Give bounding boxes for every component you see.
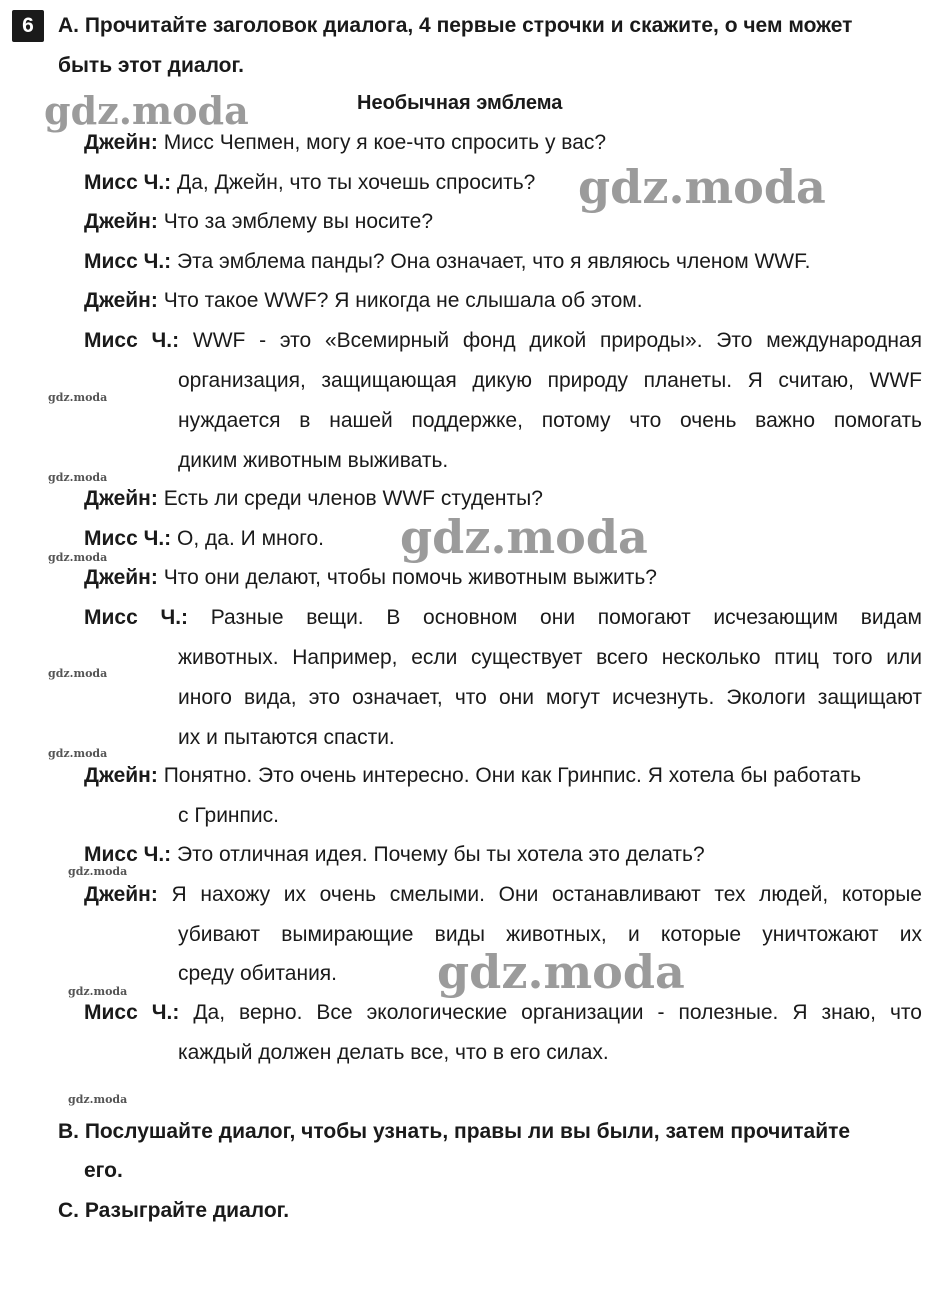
watermark-small: gdz.moda (48, 747, 108, 760)
task-a-line2: быть этот диалог. (58, 54, 244, 77)
dialogue-line-13-cont-2: среду обитания. (178, 962, 338, 985)
task-a-line1: A. Прочитайте заголовок диалога, 4 первые строчки и скажите, о чем может (58, 14, 853, 37)
speaker-label: Джейн: (84, 131, 158, 154)
speaker-label: Мисс Ч.: (84, 527, 172, 550)
line-text: Что за эмблему вы носите? (163, 210, 433, 233)
speaker-label: Джейн: (84, 566, 158, 589)
dialogue-line-6-cont-1: организация, защищающая дикую природу планеты. Я считаю, WWF (178, 369, 922, 392)
line-text: WWF - это «Всемирный фонд дикой природы». Это международная (192, 329, 922, 352)
line-text: Что они делают, чтобы помочь животным выжить? (163, 566, 657, 589)
speaker-label: Мисс Ч.: (84, 250, 172, 273)
watermark-logo: gdz.moda (437, 945, 685, 999)
dialogue-line-2 (84, 171, 535, 195)
line-text: Что такое WWF? Я никогда не слышала об этом. (163, 289, 643, 312)
line-text: О, да. И много. (177, 527, 324, 550)
watermark-small: gdz.moda (48, 551, 108, 564)
dialogue-line-14-cont-1: каждый должен делать все, что в его силах. (178, 1041, 609, 1064)
speaker-label: Мисс Ч.: (84, 843, 172, 866)
watermark-logo: gdz.moda (578, 160, 826, 214)
dialogue-title: Необычная эмблема (357, 92, 563, 114)
task-b-line1: B. Послушайте диалог, чтобы узнать, правы ли вы были, затем прочитайте (58, 1120, 851, 1143)
dialogue-line-10-cont-1: животных. Например, если существует всего несколько птиц того или (178, 646, 922, 669)
speaker-label: Джейн: (84, 883, 158, 906)
speaker-label: Джейн: (84, 487, 158, 510)
task-b-line2: его. (84, 1159, 123, 1182)
dialogue-line-4 (84, 250, 810, 274)
dialogue-line-5 (84, 289, 643, 313)
dialogue-line-7 (84, 487, 543, 511)
dialogue-line-3 (84, 210, 433, 234)
speaker-label: Джейн: (84, 764, 158, 787)
watermark-logo: gdz.moda (400, 510, 648, 564)
exercise-number-badge: 6 (12, 10, 44, 42)
dialogue-line-11-cont-1: с Гринпис. (178, 804, 279, 827)
dialogue-line-6 (84, 329, 922, 353)
watermark-small: gdz.moda (68, 1093, 128, 1106)
dialogue-line-10-cont-3: их и пытаются спасти. (178, 726, 395, 749)
speaker-label: Джейн: (84, 210, 158, 233)
speaker-label: Джейн: (84, 289, 158, 312)
speaker-label: Мисс Ч.: (84, 1001, 180, 1024)
watermark-small: gdz.moda (48, 391, 108, 404)
line-text: Я нахожу их очень смелыми. Они останавливают тех людей, которые (171, 883, 922, 906)
dialogue-line-10-cont-2: иного вида, это означает, что они могут исчезнуть. Экологи защищают (178, 686, 922, 709)
dialogue-line-1 (84, 131, 606, 155)
dialogue-line-9 (84, 566, 657, 590)
line-text: Да, верно. Все экологические организации - полезные. Я знаю, что (193, 1001, 922, 1024)
watermark-small: gdz.moda (48, 667, 108, 680)
dialogue-line-11 (84, 764, 861, 788)
line-text: Понятно. Это очень интересно. Они как Гринпис. Я хотела бы работать (163, 764, 862, 787)
dialogue-line-6-cont-3: диким животным выживать. (178, 449, 449, 472)
dialogue-line-6-cont-2: нуждается в нашей поддержке, потому что очень важно помогать (178, 409, 922, 432)
speaker-label: Мисс Ч.: (84, 171, 172, 194)
line-text: Да, Джейн, что ты хочешь спросить? (177, 171, 536, 194)
line-text: Это отличная идея. Почему бы ты хотела это делать? (177, 843, 705, 866)
dialogue-line-8 (84, 527, 324, 551)
dialogue-line-13-cont-1: убивают вымирающие виды животных, и которые уничтожают их (178, 923, 922, 946)
watermark-small: gdz.moda (68, 865, 128, 878)
speaker-label: Мисс Ч.: (84, 606, 189, 629)
watermark-logo: gdz.moda (44, 88, 249, 133)
dialogue-line-14 (84, 1001, 922, 1025)
dialogue-line-13 (84, 883, 922, 907)
line-text: Мисс Чепмен, могу я кое-что спросить у вас? (163, 131, 607, 154)
dialogue-line-10 (84, 606, 922, 630)
line-text: Есть ли среди членов WWF студенты? (163, 487, 543, 510)
watermark-small: gdz.moda (68, 985, 128, 998)
task-c: C. Разыграйте диалог. (58, 1199, 290, 1222)
speaker-label: Мисс Ч.: (84, 329, 180, 352)
line-text: Эта эмблема панды? Она означает, что я являюсь членом WWF. (177, 250, 811, 273)
line-text: Разные вещи. В основном они помогают исчезающим видам (210, 606, 922, 629)
watermark-small: gdz.moda (48, 471, 108, 484)
dialogue-line-12 (84, 843, 705, 867)
